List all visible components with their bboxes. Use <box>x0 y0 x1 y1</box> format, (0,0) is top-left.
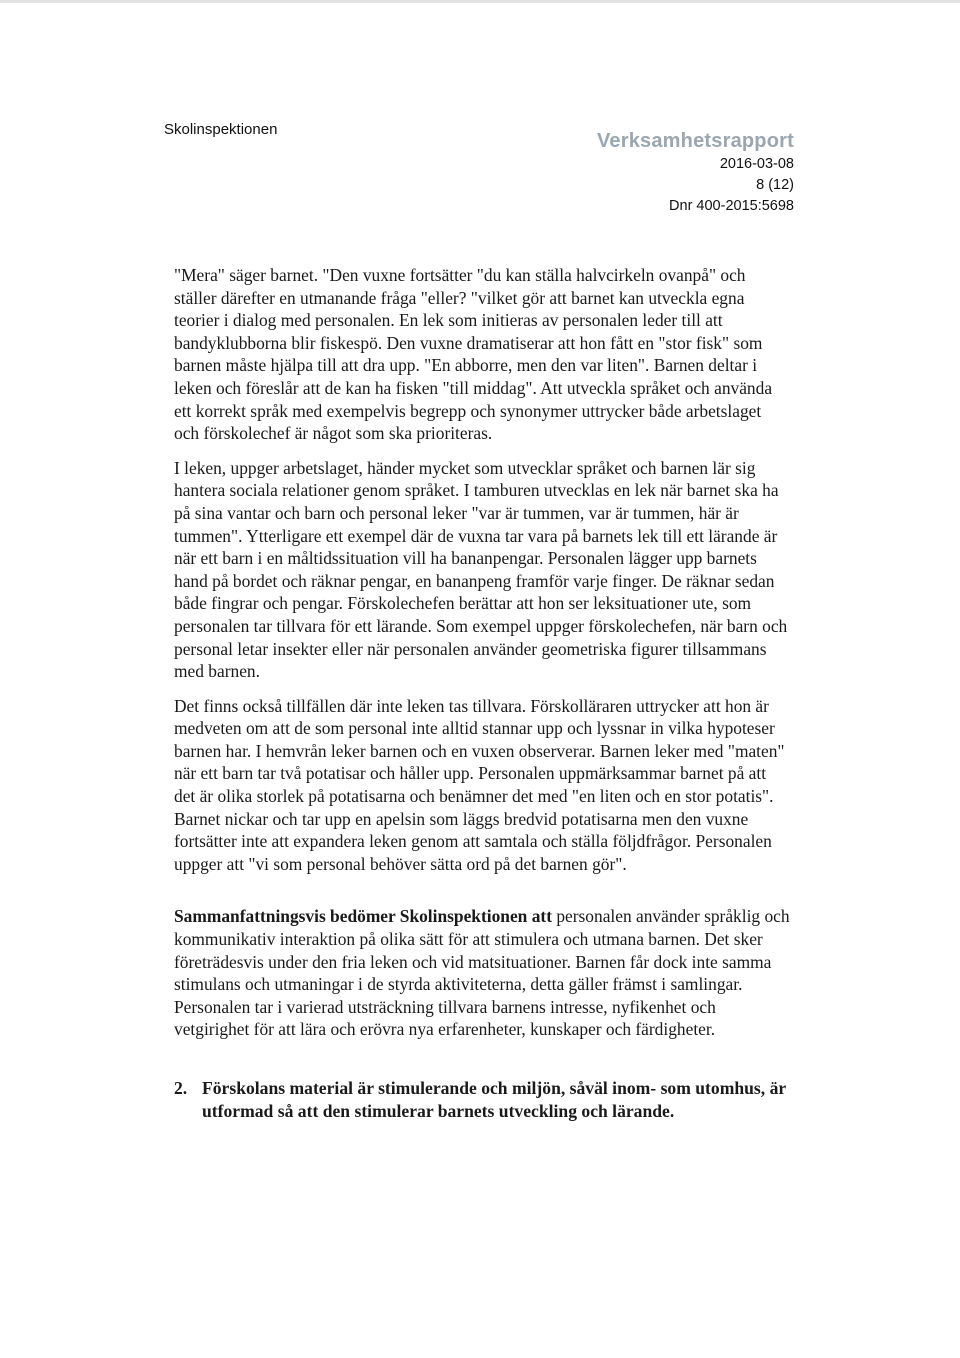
summary-text: personalen använder språklig och kommunikativ interaktion på olika sätt för att stimulera och utmana barnen. Det sker företrädesvis under den fria leken och vid matsituationer. Barnen får dock inte samma stimulans och utmaningar i de styrda aktiviteterna, detta gäller främst i samlingar. Personalen tar i varierad utsträckning tillvara barnens intresse, nyfikenhet och vetgirighet för att lära och erövra nya erfarenheter, kunskaper och färdigheter. <box>174 906 790 1040</box>
organization-name: Skolinspektionen <box>164 121 278 138</box>
document-header <box>597 128 794 217</box>
section-title: Förskolans material är stimulerande och miljön, såväl inom- som utomhus, är utformad så att den stimulerar barnets utveckling och lärande. <box>202 1078 786 1121</box>
summary-paragraph <box>174 905 790 1041</box>
scan-edge <box>0 0 960 3</box>
body-text <box>174 264 790 1122</box>
document-date: 2016-03-08 <box>719 156 794 172</box>
document-type: Verksamhetsrapport <box>596 130 794 152</box>
paragraph-3: Det finns också tillfällen där inte leken tas tillvara. Förskolläraren uttrycker att hon är medveten om att de som personal inte alltid stannar upp och lyssnar in vilka hypoteser barnen har. I hemvrån leker barnen och en vuxen observerar. Barnen leker med "maten" när ett barn tar två potatisar och håller upp. Personalen uppmärksammar barnet på att det är olika storlek på potatisarna och benämner det med "en liten och en stor potatis". Barnet nickar och tar upp en apelsin som läggs bredvid potatisarna men den vuxne fortsätter inte att expandera leken genom att samtala och ställa följdfrågor. Personalen uppger att "vi som personal behöver sätta ord på det barnen gör". <box>174 695 785 874</box>
section-number: 2. <box>174 1078 188 1098</box>
page-number: 8 (12) <box>756 177 794 193</box>
section-heading <box>174 1077 790 1122</box>
diary-number: Dnr 400-2015:5698 <box>669 198 794 214</box>
paragraph-2: I leken, uppger arbetslaget, händer mycket som utvecklar språket och barnen lär sig hantera sociala relationer genom språket. I tamburen utvecklas en lek när barnet ska ha på sina vantar och barn och personal leker "var är tummen, var är tummen, här är tummen". Ytterligare ett exempel där de vuxna tar vara på barnets lek till ett lärande är när ett barn i en måltidssituation vill ha bananpengar. Personalen lägger upp barnets hand på bordet och räknar pengar, en bananpeng framför varje finger. De räknar sedan både fingrar och pengar. Förskolechefen berättar att hon ser leksituationer ute, som personalen tar tillvara för ett lärande. Som exempel uppger förskolechefen, när barn och personal letar insekter eller när personalen använder geometriska figurer tillsammans med barnen. <box>174 457 788 682</box>
summary-lead: Sammanfattningsvis bedömer Skolinspektionen att <box>174 906 552 927</box>
paragraph-1: "Mera" säger barnet. "Den vuxne fortsätter "du kan ställa halvcirkeln ovanpå" och ställer därefter en utmanande fråga "eller? "vilket gör att barnet kan utveckla egna teorier i dialog med personalen. En lek som initieras av personalen leder till att bandyklubborna blir fiskespö. Den vuxne dramatiserar att hon fått en "stor fisk" som barnen måste hjälpa till att dra upp. "En abborre, men den var liten". Barnen deltar i leken och föreslår att de kan ha fisken "till middag". Att utveckla språket och använda ett korrekt språk med exempelvis begrepp och synonymer uttrycker både arbetslaget och förskolechef är något som ska prioriteras. <box>174 265 773 444</box>
